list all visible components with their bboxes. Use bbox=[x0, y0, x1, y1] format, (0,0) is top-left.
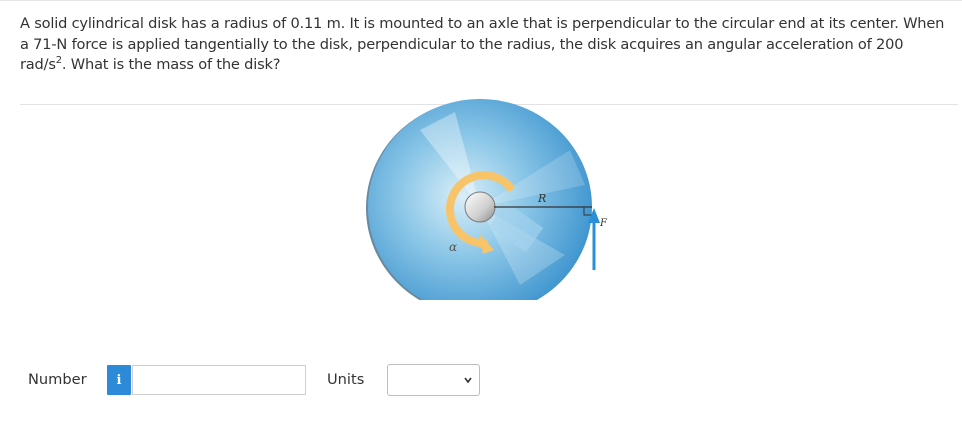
info-icon-glyph: i bbox=[116, 372, 122, 388]
axle-hub bbox=[465, 192, 495, 222]
units-select[interactable] bbox=[387, 364, 480, 396]
top-divider bbox=[0, 0, 962, 1]
disk-figure bbox=[360, 90, 620, 300]
question-text-part1: A solid cylindrical disk has a radius of 0.11 m. It is mounted to an axle that is perpendicular to the circular end at its center. When a 71-N force is applied tangentially to the disk, perpendicular to the radius, the disk acquires an angular acceleration of 200 rad/s bbox=[20, 15, 945, 73]
force-label: F bbox=[600, 218, 607, 229]
alpha-label: α bbox=[449, 240, 458, 254]
chevron-down-icon bbox=[463, 375, 473, 385]
number-label: Number bbox=[28, 371, 87, 388]
info-icon[interactable] bbox=[107, 365, 131, 395]
disk-diagram bbox=[360, 90, 620, 300]
question-text-part2: . What is the mass of the disk? bbox=[61, 56, 281, 73]
question-text bbox=[20, 14, 950, 76]
number-input[interactable] bbox=[132, 365, 306, 395]
units-label: Units bbox=[327, 371, 365, 388]
question-exponent: 2 bbox=[55, 55, 62, 67]
answer-row bbox=[0, 362, 962, 396]
radius-label: R bbox=[538, 192, 547, 205]
